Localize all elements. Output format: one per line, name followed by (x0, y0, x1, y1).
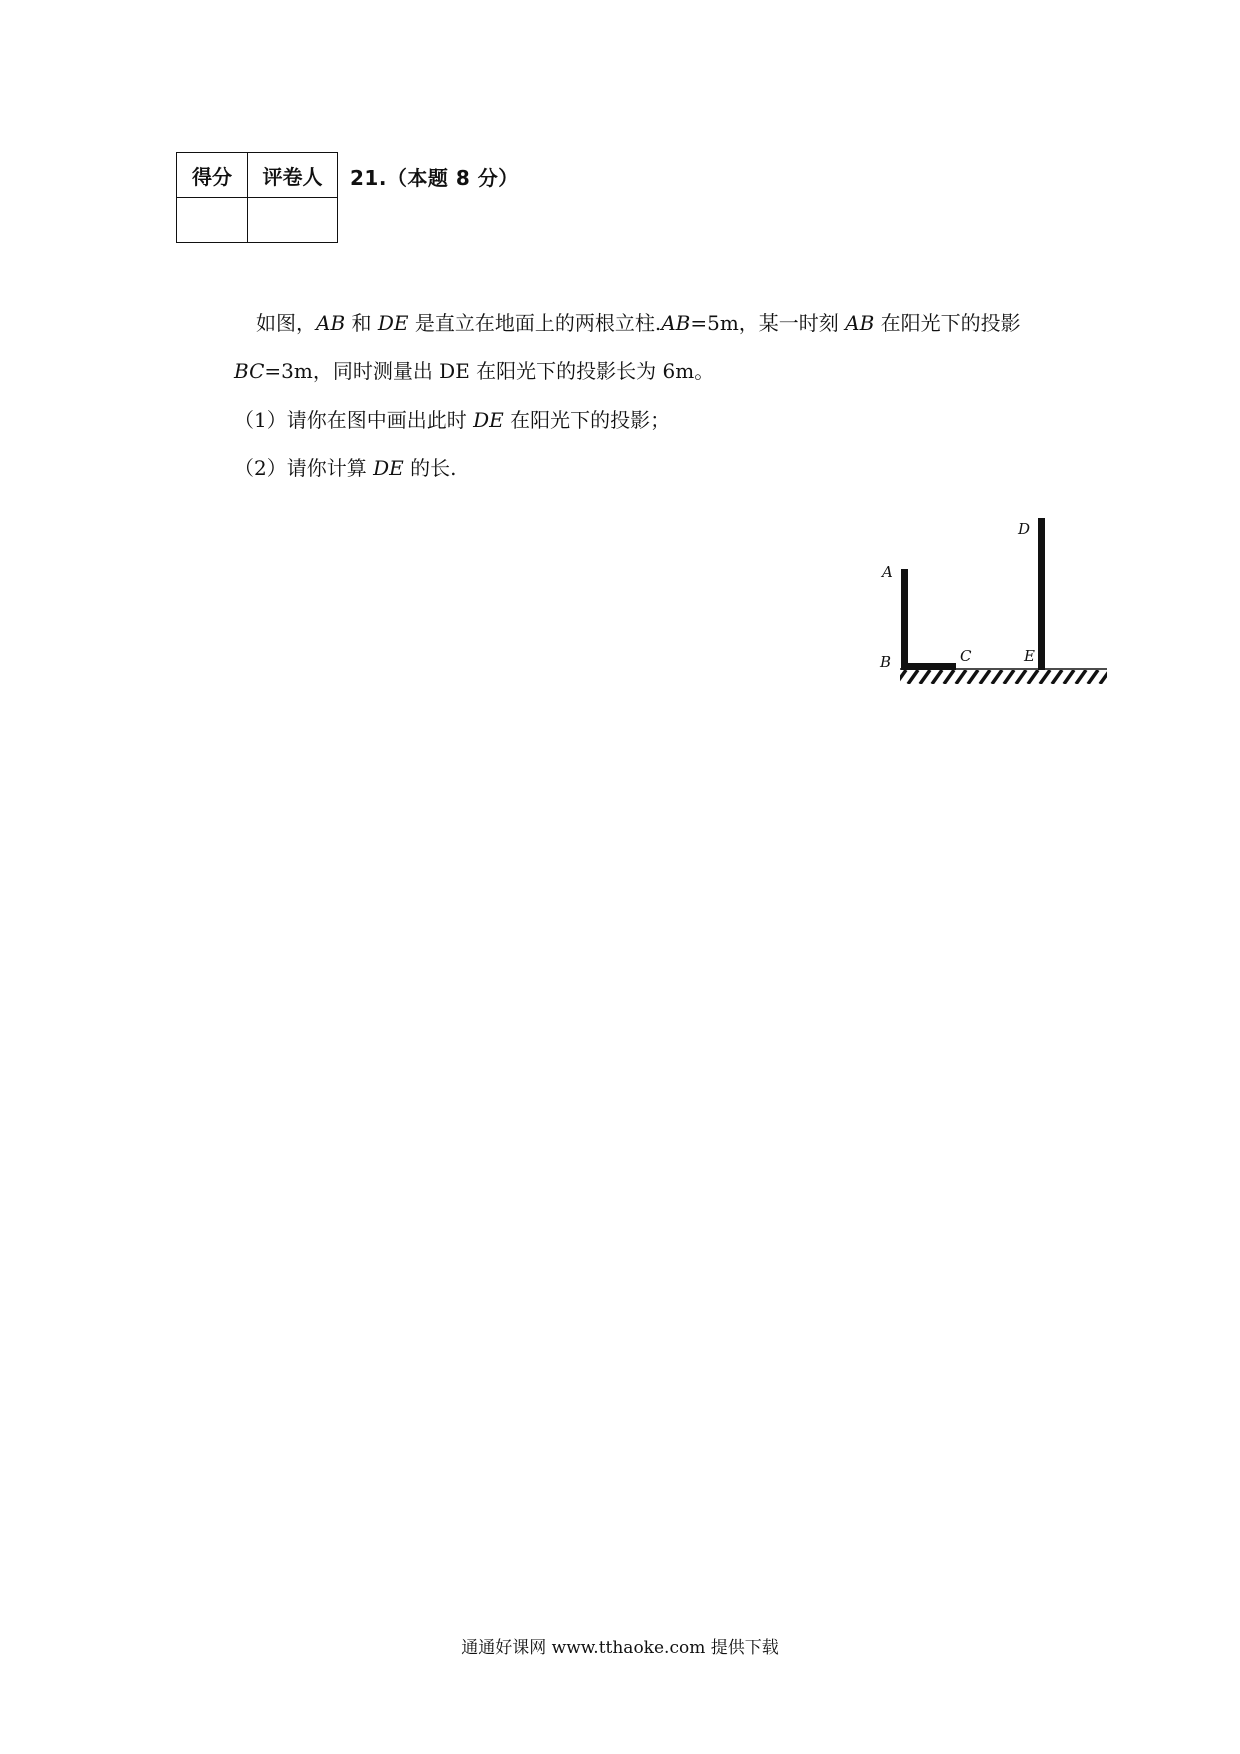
ground-hatching (896, 670, 1110, 684)
segment-de: DE (473, 408, 504, 432)
grader-cell[interactable] (248, 198, 338, 243)
question-line-2 (234, 361, 714, 381)
pole-de (1038, 518, 1045, 670)
pole-ab (901, 569, 908, 669)
score-header: 得分 (177, 153, 248, 198)
segment-ab: AB (316, 311, 346, 335)
question-title: 21.（本题 8 分） (350, 166, 519, 190)
text-segment: =5m，某一时刻 (690, 311, 846, 335)
text-segment: 的长. (403, 456, 457, 480)
question-line-1 (256, 313, 1021, 333)
segment-de: DE (373, 456, 404, 480)
grader-header: 评卷人 (248, 153, 338, 198)
score-cell[interactable] (177, 198, 248, 243)
question-part-1 (234, 410, 670, 430)
question-part-2 (234, 458, 456, 478)
segment-ab: AB (661, 311, 691, 335)
text-segment: 是直立在地面上的两根立柱. (408, 311, 662, 335)
label-d: D (1018, 520, 1031, 538)
score-table (176, 152, 338, 243)
label-b: B (880, 653, 892, 671)
label-c: C (960, 647, 972, 665)
segment-ab: AB (845, 311, 875, 335)
segment-de: DE (377, 311, 409, 335)
text-segment: 在阳光下的投影 (874, 311, 1021, 335)
text-segment: （2）请你计算 (234, 456, 374, 480)
footer-text: 通通好课网 www.tthaoke.com 提供下载 (461, 1638, 779, 1658)
label-e: E (1024, 647, 1035, 665)
segment-bc: BC (234, 359, 265, 383)
shadow-bc (901, 663, 956, 670)
text-segment: =3m，同时测量出 DE 在阳光下的投影长为 6m。 (264, 359, 715, 383)
text-segment: 如图， (256, 311, 316, 335)
label-a: A (882, 563, 893, 581)
text-segment: 在阳光下的投影； (503, 408, 671, 432)
text-segment: （1）请你在图中画出此时 (234, 408, 474, 432)
geometry-figure (870, 515, 1120, 690)
text-segment: 和 (345, 311, 378, 335)
